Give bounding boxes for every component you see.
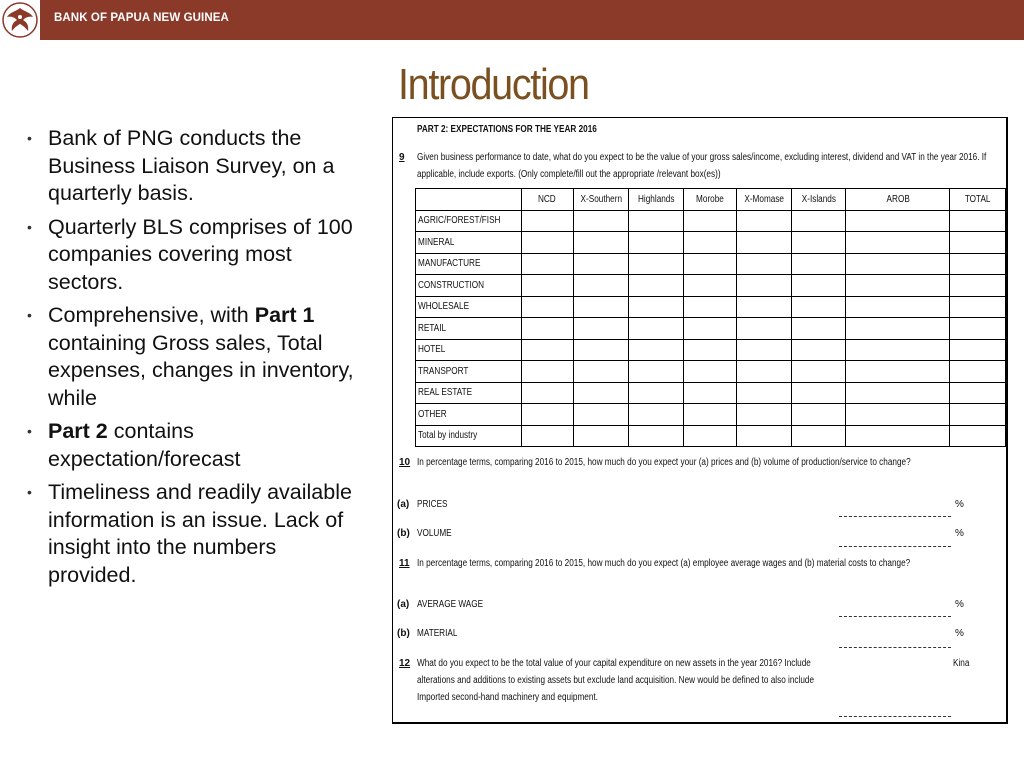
- row-header: AGRIC/FOREST/FISH: [416, 210, 522, 232]
- input-cell[interactable]: [629, 253, 683, 275]
- input-cell[interactable]: [792, 275, 846, 297]
- input-cell[interactable]: [846, 275, 950, 297]
- input-cell[interactable]: [737, 296, 792, 318]
- sub-label: (b): [397, 528, 410, 539]
- input-cell[interactable]: [573, 296, 629, 318]
- input-cell[interactable]: [521, 253, 573, 275]
- input-cell[interactable]: [521, 404, 573, 426]
- column-header: X-Momase: [737, 189, 792, 211]
- row-header: WHOLESALE: [416, 296, 522, 318]
- input-cell[interactable]: [792, 232, 846, 254]
- input-cell[interactable]: [683, 210, 736, 232]
- unit-label: Kina: [953, 658, 970, 669]
- column-header: Highlands: [629, 189, 683, 211]
- input-cell[interactable]: [950, 296, 1006, 318]
- input-cell[interactable]: [792, 361, 846, 383]
- field-label: MATERIAL: [417, 628, 458, 639]
- table-row: [416, 361, 1006, 383]
- input-cell[interactable]: [792, 253, 846, 275]
- row-header: HOTEL: [416, 339, 522, 361]
- field-label: AVERAGE WAGE: [417, 599, 484, 610]
- sub-label: (a): [397, 599, 410, 610]
- input-cell[interactable]: [573, 232, 629, 254]
- input-cell[interactable]: [950, 318, 1006, 340]
- input-cell[interactable]: [737, 232, 792, 254]
- input-cell[interactable]: [521, 318, 573, 340]
- column-header: NCD: [521, 189, 573, 211]
- input-cell[interactable]: [792, 425, 846, 447]
- input-cell[interactable]: [846, 232, 950, 254]
- input-cell[interactable]: [846, 425, 950, 447]
- input-cell[interactable]: [737, 425, 792, 447]
- bullet-item: • Comprehensive, with Part 1 containing Gross sales, Total expenses, changes in inventory, while: [27, 303, 354, 410]
- question-number: 10: [399, 457, 411, 468]
- logo: [0, 0, 40, 40]
- input-cell[interactable]: [792, 296, 846, 318]
- input-cell[interactable]: [950, 425, 1006, 447]
- question-text: In percentage terms, comparing 2016 to 2015, how much do you expect your (a) prices and (b) volume of production/service to change?: [417, 457, 911, 468]
- table-row: [416, 232, 1006, 254]
- table-row: [416, 318, 1006, 340]
- input-cell[interactable]: [846, 361, 950, 383]
- header-bar: [0, 0, 1024, 40]
- table-row: [416, 210, 1006, 232]
- input-cell[interactable]: [629, 275, 683, 297]
- question-text: Imported second-hand machinery and equipment.: [417, 692, 598, 703]
- input-cell[interactable]: [521, 382, 573, 404]
- table-row: [416, 339, 1006, 361]
- input-cell[interactable]: [683, 382, 736, 404]
- page-title: Introduction: [398, 60, 589, 109]
- input-cell[interactable]: [737, 382, 792, 404]
- input-cell[interactable]: [683, 425, 736, 447]
- question-text: alterations and additions to existing assets but exclude land acquisition. New would be defined to also include: [417, 675, 815, 686]
- bullet-item: • Timeliness and readily available information is an issue. Lack of insight into the numbers provided.: [27, 480, 352, 587]
- row-header: OTHER: [416, 404, 522, 426]
- table-header-row: [416, 189, 1006, 211]
- input-cell[interactable]: [573, 382, 629, 404]
- question-number: 11: [399, 558, 410, 569]
- input-cell[interactable]: [629, 210, 683, 232]
- input-cell[interactable]: [629, 339, 683, 361]
- input-cell[interactable]: [521, 232, 573, 254]
- input-cell[interactable]: [629, 232, 683, 254]
- row-header: TRANSPORT: [416, 361, 522, 383]
- input-cell[interactable]: [683, 275, 736, 297]
- input-cell[interactable]: [573, 425, 629, 447]
- input-cell[interactable]: [737, 361, 792, 383]
- input-cell[interactable]: [792, 382, 846, 404]
- input-cell[interactable]: [846, 339, 950, 361]
- input-cell[interactable]: [792, 339, 846, 361]
- answer-line[interactable]: [839, 516, 951, 517]
- unit-label: %: [955, 599, 964, 610]
- table-corner-cell: [416, 189, 522, 211]
- table-row: [416, 425, 1006, 447]
- input-cell[interactable]: [573, 275, 629, 297]
- input-cell[interactable]: [629, 296, 683, 318]
- answer-line[interactable]: [839, 647, 951, 648]
- sub-label: (a): [397, 499, 410, 510]
- column-header: X-Islands: [792, 189, 846, 211]
- field-label: VOLUME: [417, 528, 452, 539]
- row-header: REAL ESTATE: [416, 382, 522, 404]
- question-text: In percentage terms, comparing 2016 to 2015, how much do you expect (a) employee average wages and (b) material costs to change?: [417, 558, 911, 569]
- input-cell[interactable]: [950, 232, 1006, 254]
- input-cell[interactable]: [683, 253, 736, 275]
- column-header: TOTAL: [950, 189, 1006, 211]
- column-header: X-Southern: [573, 189, 629, 211]
- input-cell[interactable]: [521, 425, 573, 447]
- input-cell[interactable]: [683, 361, 736, 383]
- input-cell[interactable]: [846, 318, 950, 340]
- input-cell[interactable]: [573, 253, 629, 275]
- bullet-item: • Bank of PNG conducts the Business Liaison Survey, on a quarterly basis.: [27, 126, 335, 205]
- bird-of-paradise-emblem-icon: [0, 0, 40, 40]
- input-cell[interactable]: [792, 404, 846, 426]
- row-header: MINERAL: [416, 232, 522, 254]
- question-text: Given business performance to date, what do you expect to be the value of your gross sales/income, excluding interest, dividend and VAT in the year 2016. If: [417, 152, 987, 163]
- input-cell[interactable]: [950, 339, 1006, 361]
- row-header: MANUFACTURE: [416, 253, 522, 275]
- table-row: [416, 404, 1006, 426]
- unit-label: %: [955, 628, 964, 639]
- input-cell[interactable]: [792, 318, 846, 340]
- input-cell[interactable]: [629, 361, 683, 383]
- bullet-item: • Part 2 contains expectation/forecast: [27, 419, 241, 471]
- input-cell[interactable]: [737, 275, 792, 297]
- input-cell[interactable]: [737, 210, 792, 232]
- input-cell[interactable]: [950, 361, 1006, 383]
- input-cell[interactable]: [629, 404, 683, 426]
- input-cell[interactable]: [846, 296, 950, 318]
- part-title: PART 2: EXPECTATIONS FOR THE YEAR 2016: [417, 124, 597, 135]
- input-cell[interactable]: [737, 339, 792, 361]
- unit-label: %: [955, 499, 964, 510]
- table-row: [416, 382, 1006, 404]
- input-cell[interactable]: [683, 232, 736, 254]
- sales-by-region-table: [415, 188, 1006, 447]
- bank-name: BANK OF PAPUA NEW GUINEA: [54, 12, 229, 24]
- input-cell[interactable]: [629, 425, 683, 447]
- input-cell[interactable]: [521, 275, 573, 297]
- input-cell[interactable]: [950, 210, 1006, 232]
- question-number: 9: [399, 152, 405, 163]
- input-cell[interactable]: [573, 339, 629, 361]
- row-header: RETAIL: [416, 318, 522, 340]
- input-cell[interactable]: [950, 382, 1006, 404]
- input-cell[interactable]: [683, 404, 736, 426]
- sub-label: (b): [397, 628, 410, 639]
- input-cell[interactable]: [629, 382, 683, 404]
- unit-label: %: [955, 528, 964, 539]
- input-cell[interactable]: [737, 404, 792, 426]
- input-cell[interactable]: [792, 210, 846, 232]
- input-cell[interactable]: [846, 404, 950, 426]
- bullet-list: [24, 125, 369, 595]
- question-text: applicable, include exports. (Only complete/fill out the appropriate /relevant box(es)): [417, 169, 721, 180]
- row-header: Total by industry: [416, 425, 522, 447]
- answer-line[interactable]: [839, 716, 951, 717]
- bullet-item: • Quarterly BLS comprises of 100 companies covering most sectors.: [27, 214, 353, 294]
- input-cell[interactable]: [950, 404, 1006, 426]
- input-cell[interactable]: [737, 318, 792, 340]
- input-cell[interactable]: [573, 361, 629, 383]
- input-cell[interactable]: [683, 318, 736, 340]
- input-cell[interactable]: [950, 275, 1006, 297]
- survey-form: [392, 117, 1008, 724]
- input-cell[interactable]: [521, 296, 573, 318]
- input-cell[interactable]: [846, 253, 950, 275]
- input-cell[interactable]: [683, 296, 736, 318]
- column-header: Morobe: [683, 189, 736, 211]
- input-cell[interactable]: [573, 404, 629, 426]
- answer-line[interactable]: [839, 616, 951, 617]
- question-number: 12: [399, 658, 411, 669]
- input-cell[interactable]: [846, 210, 950, 232]
- input-cell[interactable]: [950, 253, 1006, 275]
- field-label: PRICES: [417, 499, 448, 510]
- table-row: [416, 275, 1006, 297]
- input-cell[interactable]: [629, 318, 683, 340]
- table-row: [416, 296, 1006, 318]
- input-cell[interactable]: [573, 318, 629, 340]
- table-row: [416, 253, 1006, 275]
- input-cell[interactable]: [573, 210, 629, 232]
- row-header: CONSTRUCTION: [416, 275, 522, 297]
- input-cell[interactable]: [521, 339, 573, 361]
- input-cell[interactable]: [737, 253, 792, 275]
- input-cell[interactable]: [683, 339, 736, 361]
- column-header: AROB: [846, 189, 950, 211]
- input-cell[interactable]: [521, 361, 573, 383]
- input-cell[interactable]: [846, 382, 950, 404]
- input-cell[interactable]: [521, 210, 573, 232]
- answer-line[interactable]: [839, 546, 951, 547]
- question-text: What do you expect to be the total value of your capital expenditure on new assets in the year 2016? Include: [417, 658, 811, 669]
